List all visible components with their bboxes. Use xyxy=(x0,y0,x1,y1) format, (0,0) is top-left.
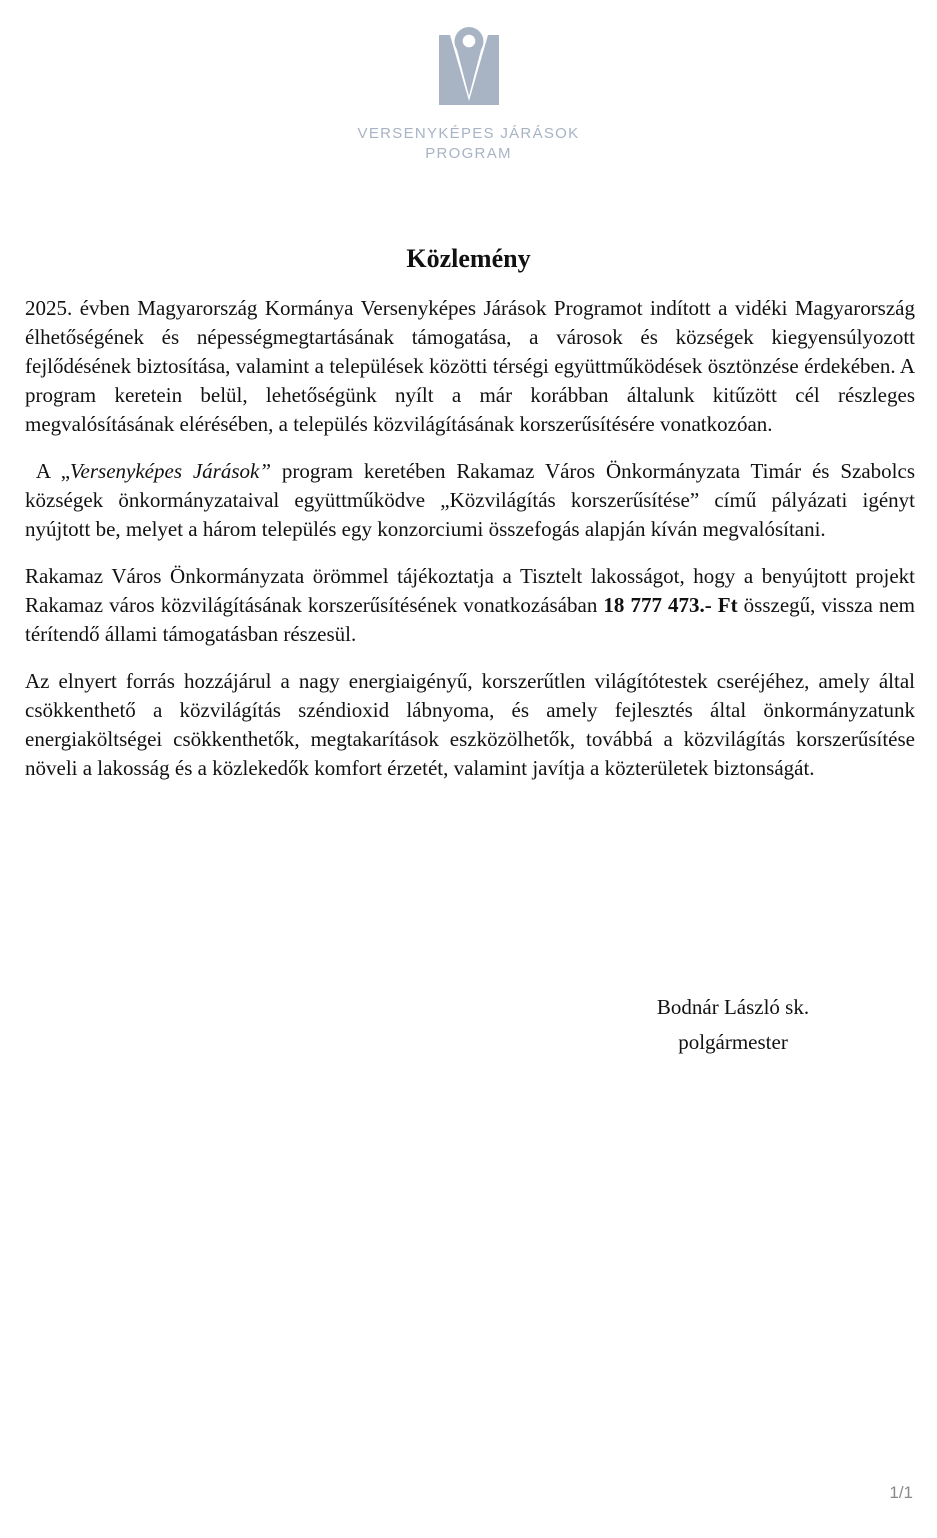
logo-text-line1: VERSENYKÉPES JÁRÁSOK xyxy=(357,125,580,142)
paragraph-1-text: 2025. évben Magyarország Kormánya Versenyképes Járások Programot indított a vidéki Magyarország élhetőségének és népességmegtartásának támogatása, a városok és községek kiegyensúlyozott fejlődésének biztosítása, valamint a települések közötti térségi együttműködések ösztönzése érdekében. A program keretein belül, lehetőségünk nyílt a már korábban általunk kitűzött cél részleges megvalósításának elérésében, a település közvilágításának korszerűsítésére vonatkozóan. xyxy=(25,296,915,436)
page-number: 1/1 xyxy=(889,1483,913,1502)
program-logo xyxy=(0,27,937,164)
logo-text-line2: PROGRAM xyxy=(425,145,512,162)
paragraph-4-text: Az elnyert forrás hozzájárul a nagy energiaigényű, korszerűtlen világítótestek cseréjéhez, amely által csökkenthető a közvilágítás széndioxid lábnyoma, és amely fejlesztés által önkormányzatunk energiaköltségei csökkenthetők, megtakarítások eszközölhetők, továbbá a közvilágítás korszerűsítése növeli a lakosság és a közlekedők komfort érzetét, valamint javítja a közterületek biztonságát. xyxy=(25,669,915,780)
paragraph-3-grant-amount-bold: 18 777 473.- Ft xyxy=(603,593,738,617)
paragraph-3 xyxy=(25,562,915,649)
paragraph-3-text-start: Rakamaz Város Önkormányzata örömmel tájékoztatja a Tisztelt lakosságot, hogy a benyújtott projekt Rakamaz város közvilágításának korszerűsítésének vonatkozásában xyxy=(25,564,915,617)
map-pin-v-icon xyxy=(439,27,499,105)
paragraph-1 xyxy=(25,294,915,439)
document-body xyxy=(25,294,915,801)
signatory-name: Bodnár László sk. xyxy=(656,995,810,1019)
paragraph-2-program-name-italic: Versenyképes Járások” xyxy=(70,459,272,483)
logo-wordmark xyxy=(0,124,937,164)
paragraph-4 xyxy=(25,667,915,783)
paragraph-2-text: program keretében Rakamaz Város Önkormányzata Timár és Szabolcs községek önkormányzataival együttműködve „Közvilágítás korszerűsítése” című pályázati igényt nyújtott be, melyet a három település egy konzorciumi összefogás alapján kíván megvalósítani. xyxy=(25,459,915,541)
paragraph-2 xyxy=(25,457,915,544)
signature-block xyxy=(583,990,883,1060)
paragraph-2-prefix: A „ xyxy=(25,459,71,483)
signatory-role: polgármester xyxy=(678,1030,788,1054)
document-title: Közlemény xyxy=(406,244,531,273)
paragraph-3-text-end: összegű, vissza nem térítendő állami támogatásban részesül. xyxy=(25,593,915,646)
